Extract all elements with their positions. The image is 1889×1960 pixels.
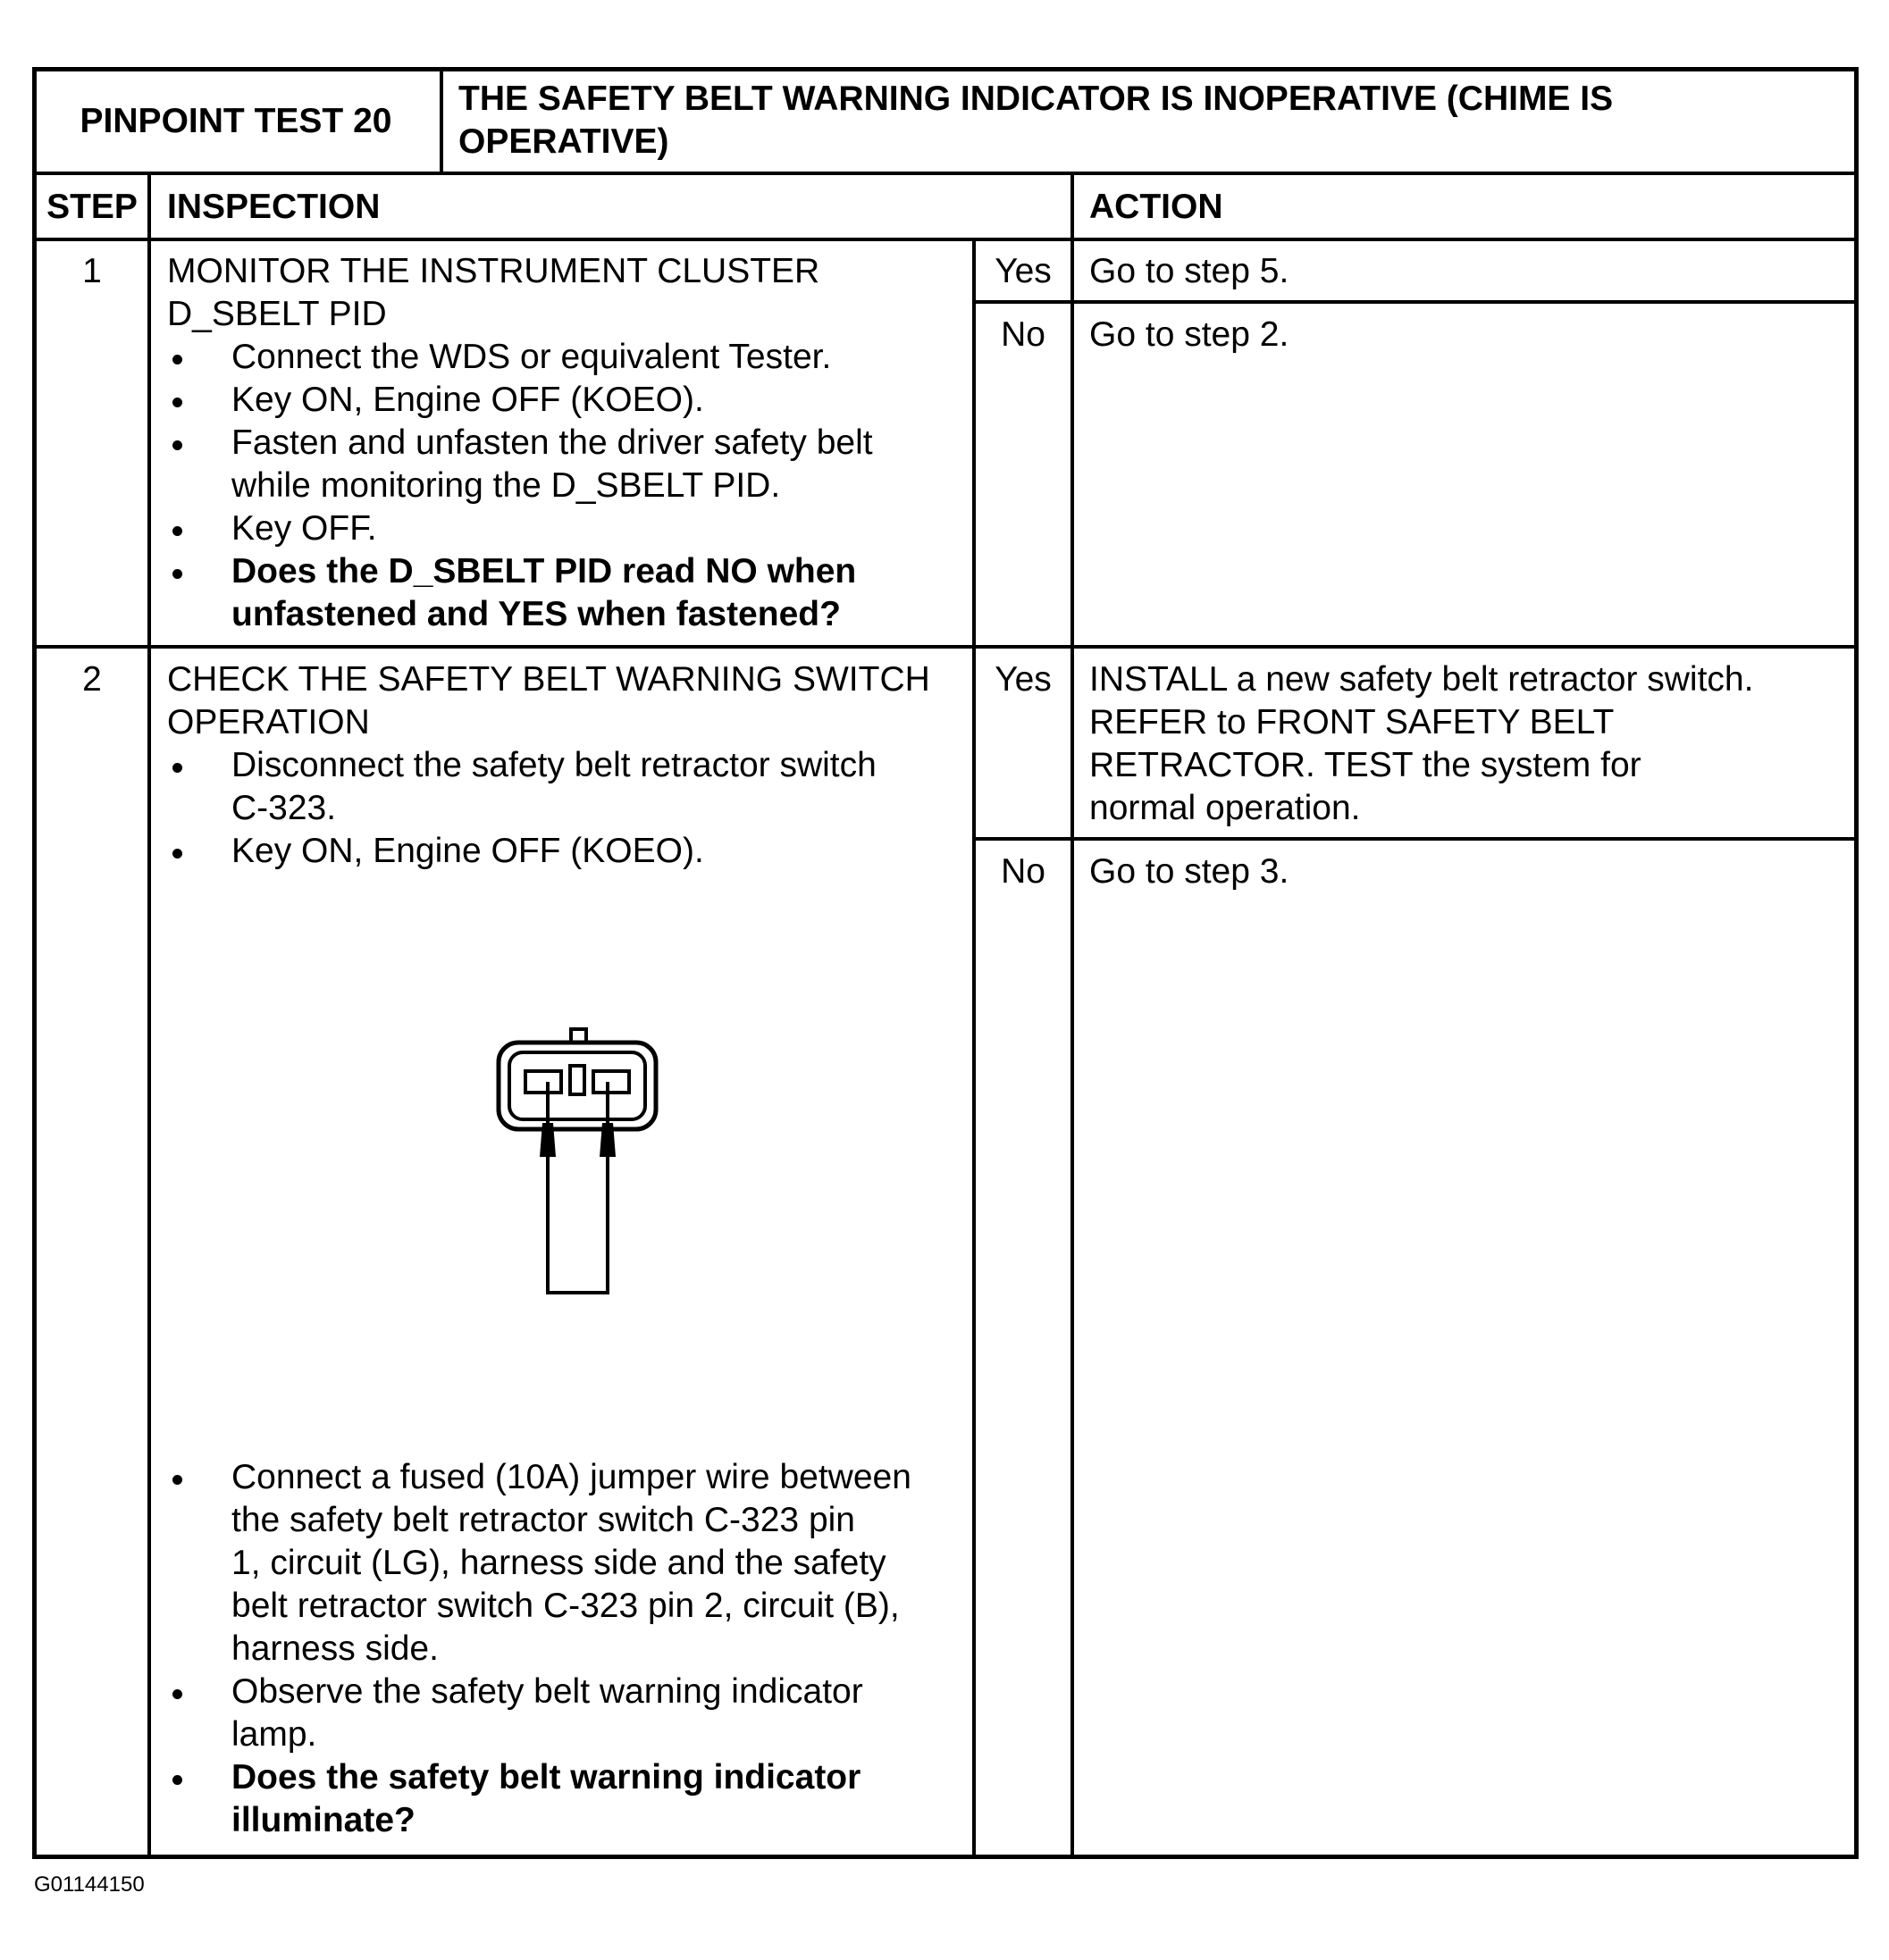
jumper-probe-1 xyxy=(540,1123,556,1157)
bullet-icon xyxy=(172,440,182,450)
bullet-text: lamp. xyxy=(231,1715,317,1754)
connector-jumper-diagram xyxy=(491,1023,670,1300)
no-action: Go to step 2. xyxy=(1089,315,1289,354)
header-divider xyxy=(440,67,443,174)
bullet-text: Key OFF. xyxy=(231,509,377,548)
yes-label: Yes xyxy=(995,252,1052,290)
bullet-text-question: unfastened and YES when fastened? xyxy=(231,595,841,633)
bullet-icon xyxy=(172,849,182,859)
bullet-text: Fasten and unfasten the driver safety belt xyxy=(231,423,873,462)
no-label: No xyxy=(1001,852,1045,891)
inspection-column-divider xyxy=(972,239,976,1859)
step2-yes-no-rule xyxy=(972,837,1859,841)
step-title-line: D_SBELT PID xyxy=(167,295,387,333)
action-column-divider xyxy=(1070,173,1074,1859)
figure-id: G01144150 xyxy=(34,1872,145,1897)
bullet-text: Connect the WDS or equivalent Tester. xyxy=(231,338,832,376)
bullet-icon xyxy=(172,398,182,407)
bullet-text-question: illuminate? xyxy=(231,1801,416,1839)
yes-action: REFER to FRONT SAFETY BELT xyxy=(1089,703,1615,741)
header-bottom-rule xyxy=(32,172,1859,175)
step1-yes-no-rule xyxy=(972,300,1859,304)
bullet-icon xyxy=(172,526,182,536)
bullet-text: 1, circuit (LG), harness side and the safety xyxy=(231,1544,886,1582)
bullet-text: Key ON, Engine OFF (KOEO). xyxy=(231,381,704,419)
column-header-action: ACTION xyxy=(1089,188,1223,226)
bullet-text-question: Does the safety belt warning indicator xyxy=(231,1758,861,1797)
bullet-text: the safety belt retractor switch C-323 pin xyxy=(231,1501,855,1539)
yes-action: Go to step 5. xyxy=(1089,252,1289,290)
bullet-icon xyxy=(172,1475,182,1485)
bullet-text: harness side. xyxy=(231,1629,439,1668)
bullet-text: belt retractor switch C-323 pin 2, circuit (B), xyxy=(231,1587,900,1625)
step-number: 1 xyxy=(82,252,102,290)
bullet-icon xyxy=(172,1689,182,1699)
step-column-divider xyxy=(147,173,151,1859)
yes-action: INSTALL a new safety belt retractor switch. xyxy=(1089,660,1754,699)
jumper-probe-2 xyxy=(600,1123,616,1157)
bullet-icon xyxy=(172,1775,182,1785)
yes-label: Yes xyxy=(995,660,1052,699)
column-header-bottom-rule xyxy=(32,238,1859,241)
column-header-step: STEP xyxy=(46,188,138,226)
step-title-line: CHECK THE SAFETY BELT WARNING SWITCH xyxy=(167,660,930,699)
column-header-inspection: INSPECTION xyxy=(167,188,381,226)
bullet-text: Connect a fused (10A) jumper wire between xyxy=(231,1458,911,1496)
step-title-line: MONITOR THE INSTRUMENT CLUSTER xyxy=(167,252,820,290)
connector-body-outer xyxy=(499,1043,656,1129)
bullet-text: while monitoring the D_SBELT PID. xyxy=(231,466,781,505)
pinpoint-test-id: PINPOINT TEST 20 xyxy=(80,102,392,140)
bullet-text: Disconnect the safety belt retractor switch xyxy=(231,746,877,784)
bullet-text: Observe the safety belt warning indicator xyxy=(231,1672,863,1711)
bullet-icon xyxy=(172,763,182,773)
pinpoint-test-title-line1: THE SAFETY BELT WARNING INDICATOR IS INOPERATIVE (CHIME IS xyxy=(458,80,1614,118)
bullet-icon xyxy=(172,355,182,364)
step-number: 2 xyxy=(82,660,102,699)
bullet-text: C-323. xyxy=(231,789,337,827)
step1-bottom-rule xyxy=(32,645,1859,649)
no-label: No xyxy=(1001,315,1045,354)
bullet-icon xyxy=(172,569,182,579)
jumper-wire xyxy=(548,1157,608,1293)
step-title-line: OPERATION xyxy=(167,703,370,741)
no-action: Go to step 3. xyxy=(1089,852,1289,891)
yes-action: normal operation. xyxy=(1089,789,1361,827)
bullet-text-question: Does the D_SBELT PID read NO when xyxy=(231,552,857,591)
bullet-text: Key ON, Engine OFF (KOEO). xyxy=(231,832,704,870)
pinpoint-test-title-line2: OPERATIVE) xyxy=(458,122,669,161)
yes-action: RETRACTOR. TEST the system for xyxy=(1089,746,1641,784)
